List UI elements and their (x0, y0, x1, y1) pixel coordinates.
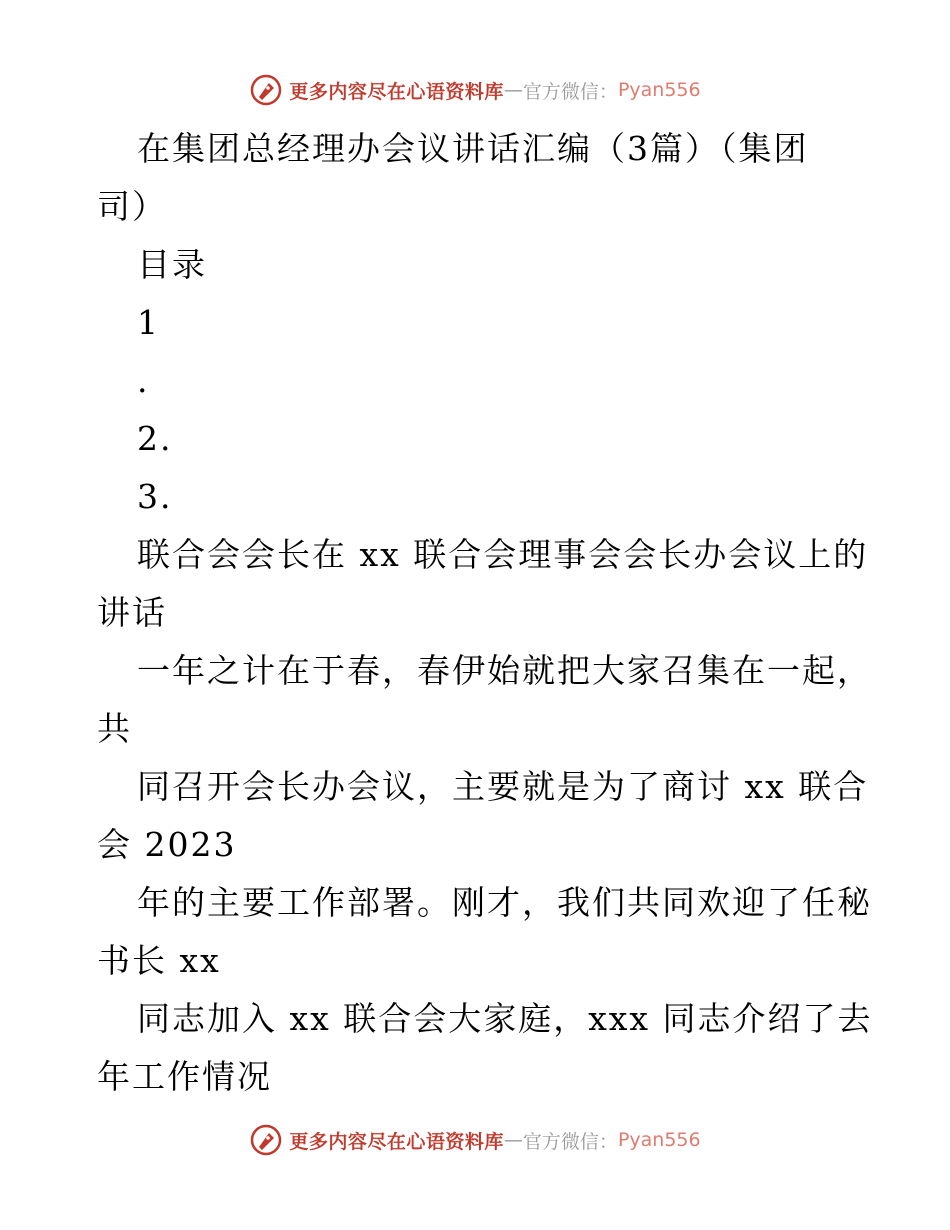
paragraph-line: 共 (97, 709, 132, 748)
toc-item-2: 2. (137, 419, 173, 458)
toc-heading: 目录 (137, 245, 207, 284)
banner-account: Pyan556 (617, 79, 701, 101)
footer-watermark-banner (0, 1120, 950, 1160)
paragraph-line: 同志加入 xx 联合会大家庭，xxx 同志介绍了去 (137, 999, 873, 1038)
banner-title: 更多内容尽在心语资料库 (289, 1130, 504, 1153)
banner-account: Pyan556 (617, 1129, 701, 1151)
toc-item-3: 3. (137, 477, 173, 516)
banner-dash: — (503, 1129, 523, 1151)
toc-item-1: 1 (137, 303, 160, 342)
pen-nib-logo-icon (249, 73, 283, 107)
doc-title-line-2: 司） (97, 187, 167, 226)
banner-dash: — (503, 79, 523, 101)
paragraph-line: 年的主要工作部署。刚才，我们共同欢迎了任秘 (137, 883, 872, 922)
banner-wechat-label: 官方微信： (522, 80, 618, 103)
banner-title: 更多内容尽在心语资料库 (289, 80, 504, 103)
toc-item-dot: . (137, 361, 150, 400)
pen-nib-logo-icon (249, 1123, 283, 1157)
paragraph-line: 书长 xx (97, 941, 221, 980)
speech-title-line-2: 讲话 (97, 593, 167, 632)
paragraph-line: 一年之计在于春，春伊始就把大家召集在一起， (137, 651, 872, 690)
doc-title-line-1: 在集团总经理办会议讲话汇编（3篇）（集团 (137, 129, 809, 168)
paragraph-line: 同召开会长办会议，主要就是为了商讨 xx 联合 (137, 767, 869, 806)
document-body (97, 120, 873, 1106)
header-watermark-banner (0, 70, 950, 110)
paragraph-line: 年工作情况 (97, 1057, 272, 1096)
paragraph-line: 会 2023 (97, 825, 237, 864)
speech-title-line-1: 联合会会长在 xx 联合会理事会会长办会议上的 (137, 535, 869, 574)
banner-wechat-label: 官方微信： (522, 1130, 618, 1153)
